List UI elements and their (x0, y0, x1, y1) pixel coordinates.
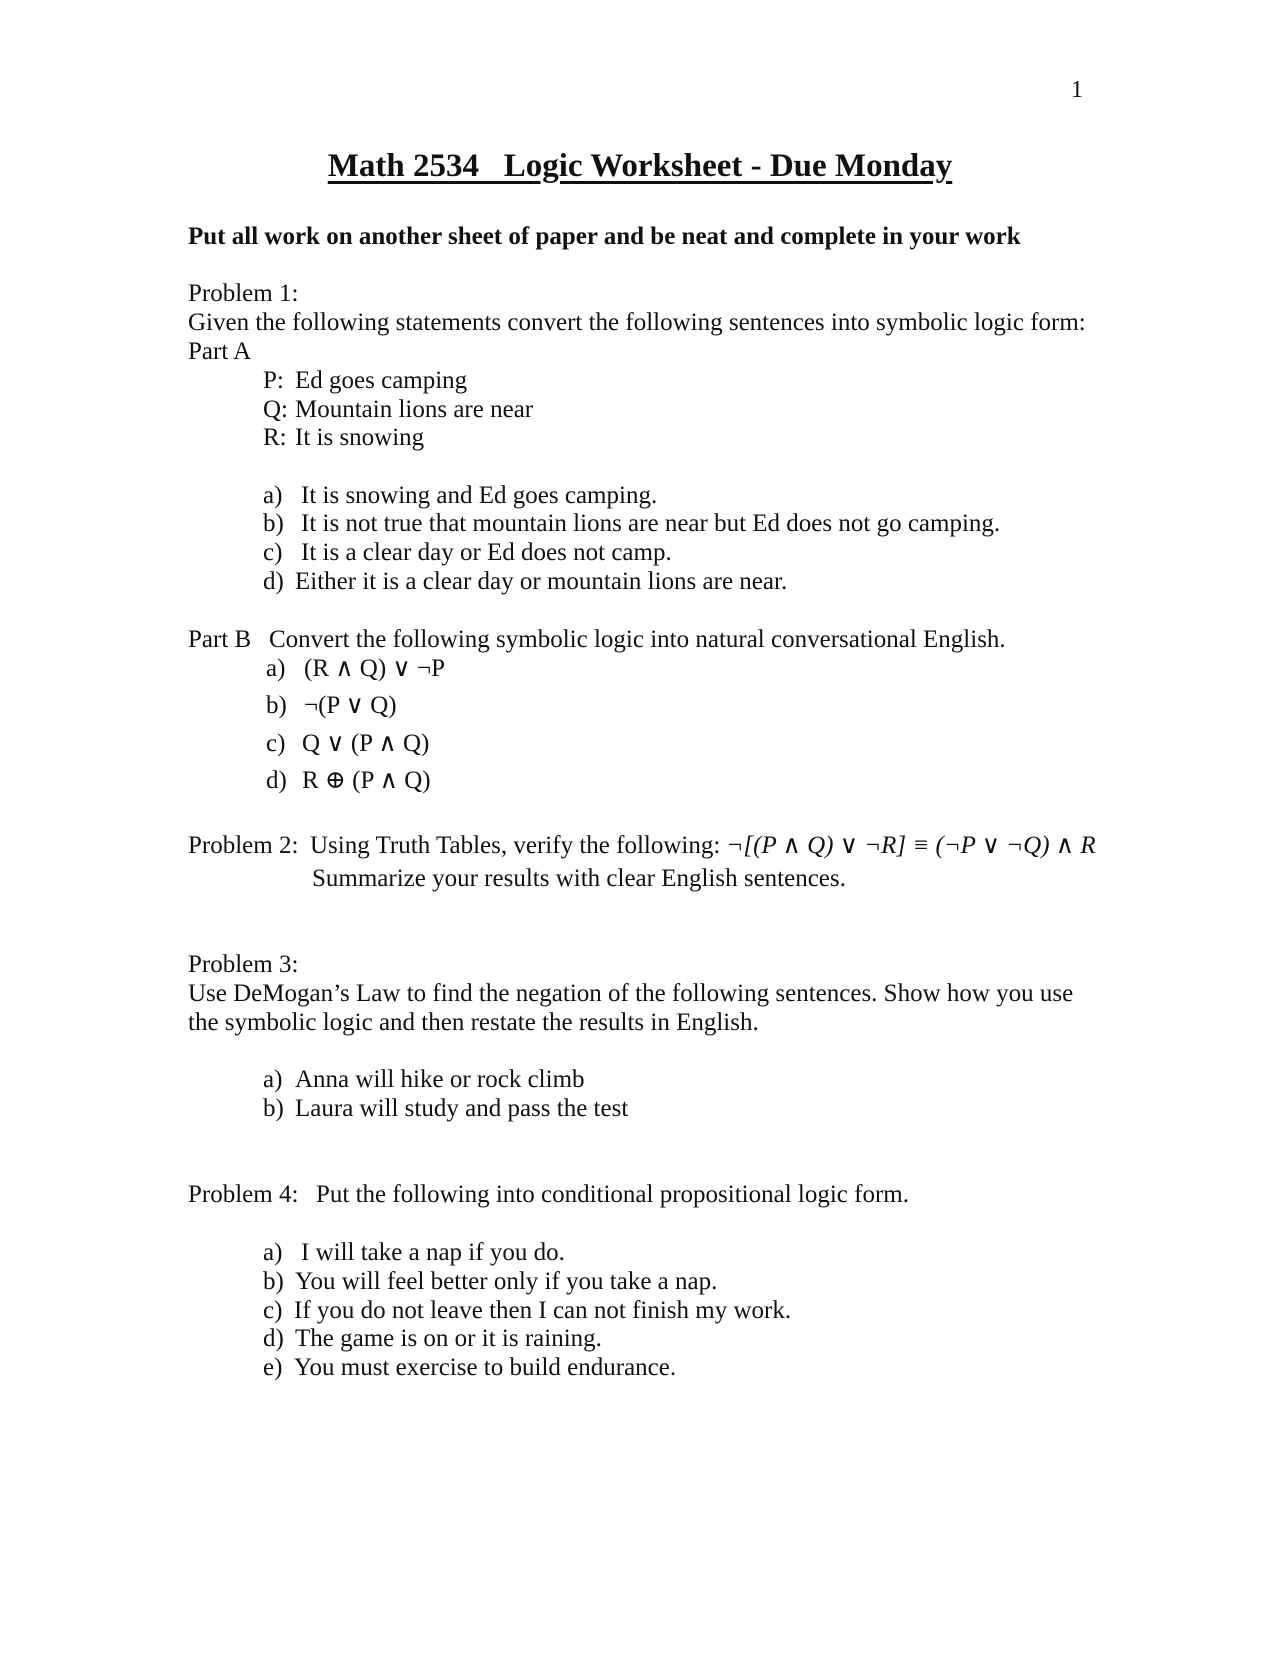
part-b-instruction: Convert the following symbolic logic into natural conversational English. (269, 626, 1006, 653)
part-a-item (263, 483, 657, 508)
part-a-label: Part A (188, 338, 252, 365)
part-b-header (188, 627, 1006, 652)
part-b-item (266, 731, 429, 756)
item-label: a) (263, 1066, 283, 1093)
part-a-item (263, 540, 672, 565)
part-b-item (266, 693, 397, 718)
item-label: d) (266, 767, 287, 794)
item-formula: R ⊕ (P ∧ Q) (302, 767, 431, 794)
problem2-instruction: Using Truth Tables, verify the following: (310, 832, 721, 859)
item-label: c) (266, 730, 286, 757)
part-a-item (263, 511, 1000, 536)
item-text: It is snowing and Ed goes camping. (301, 482, 658, 509)
part-b-item (266, 768, 431, 793)
part-a-item (263, 569, 787, 594)
statement-text: Ed goes camping (295, 367, 468, 394)
item-formula: Q ∨ (P ∧ Q) (302, 730, 430, 757)
item-label: d) (263, 1325, 284, 1352)
item-text: Anna will hike or rock climb (295, 1066, 585, 1093)
item-formula: ¬(P ∨ Q) (304, 692, 397, 719)
item-text: If you do not leave then I can not finish my work. (294, 1297, 792, 1324)
problem3-line1: Use DeMogan’s Law to find the negation of the following sentences. Show how you use (188, 980, 1074, 1007)
problem4-item (263, 1355, 676, 1380)
item-text: Laura will study and pass the test (295, 1095, 629, 1122)
statement-text: It is snowing (295, 424, 425, 451)
statement-q (263, 397, 533, 422)
problem1-heading: Problem 1: (188, 280, 299, 307)
item-label: b) (263, 1095, 284, 1122)
page-number: 1 (1071, 77, 1083, 103)
part-b-item (266, 656, 445, 681)
item-label: a) (263, 482, 283, 509)
statement-r (263, 425, 424, 450)
item-label: a) (266, 655, 286, 682)
item-label: b) (266, 692, 287, 719)
item-text: You must exercise to build endurance. (294, 1354, 677, 1381)
problem4-item (263, 1240, 565, 1265)
item-text: You will feel better only if you take a nap. (295, 1268, 718, 1295)
statement-key: R: (263, 424, 287, 451)
problem2-heading: Problem 2: (188, 832, 299, 859)
item-label: c) (263, 1297, 283, 1324)
problem4-item (263, 1298, 791, 1323)
statement-text: Mountain lions are near (295, 396, 534, 423)
problem3-item (263, 1067, 585, 1092)
item-label: d) (263, 568, 284, 595)
statement-key: P: (263, 367, 284, 394)
problem4-heading: Problem 4: (188, 1181, 299, 1208)
page-title: Math 2534 Logic Worksheet - Due Monday (327, 148, 953, 184)
problem2-formula: ¬[(P ∧ Q) ∨ ¬R] ≡ (¬P ∨ ¬Q) ∧ R (726, 832, 1096, 859)
item-label: b) (263, 510, 284, 537)
item-label: c) (263, 539, 283, 566)
instructions: Put all work on another sheet of paper and be neat and complete in your work (188, 223, 1021, 250)
item-text: Either it is a clear day or mountain lions are near. (295, 568, 788, 595)
item-text: I will take a nap if you do. (301, 1239, 565, 1266)
item-label: a) (263, 1239, 283, 1266)
problem4-instruction: Put the following into conditional propositional logic form. (316, 1181, 909, 1208)
problem2-summary: Summarize your results with clear English sentences. (312, 865, 846, 892)
item-text: It is a clear day or Ed does not camp. (301, 539, 672, 566)
item-text: It is not true that mountain lions are near but Ed does not go camping. (301, 510, 1001, 537)
part-b-label: Part B (188, 626, 252, 653)
problem4-item (263, 1326, 602, 1351)
item-label: e) (263, 1354, 283, 1381)
problem1-intro: Given the following statements convert the following sentences into symbolic logic form: (188, 309, 1086, 336)
problem4-item (263, 1269, 717, 1294)
problem3-heading: Problem 3: (188, 951, 299, 978)
problem2-line (188, 833, 1096, 858)
statement-p (263, 368, 467, 393)
statement-key: Q: (263, 396, 288, 423)
problem3-item (263, 1096, 628, 1121)
item-label: b) (263, 1268, 284, 1295)
item-formula: (R ∧ Q) ∨ ¬P (304, 655, 445, 682)
problem4-line (188, 1182, 909, 1207)
problem3-line2: the symbolic logic and then restate the results in English. (188, 1009, 759, 1036)
item-text: The game is on or it is raining. (295, 1325, 602, 1352)
